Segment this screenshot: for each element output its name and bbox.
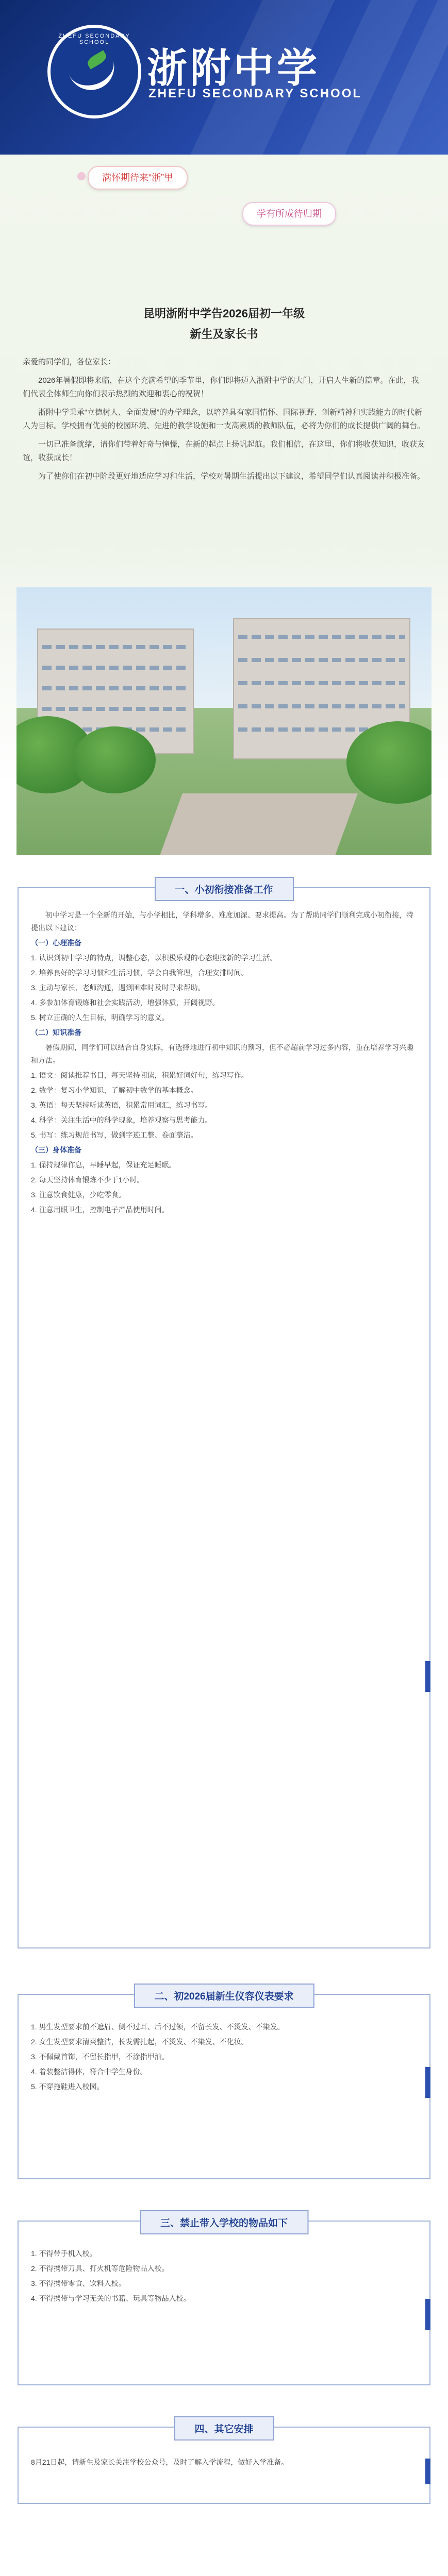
- list-item: 1. 保持规律作息，早睡早起，保证充足睡眠。: [31, 1161, 176, 1169]
- list-item: 3. 不佩戴首饰，不留长指甲，不涂指甲油。: [31, 2053, 169, 2061]
- section-intro: 初中学习是一个全新的开始，与小学相比，学科增多、难度加深、要求提高。为了帮助同学们顺利完成小初衔接，特提出以下建议：: [31, 911, 413, 932]
- list-item: 2. 培养良好的学习习惯和生活习惯，学会自我管理，合理安排时间。: [31, 969, 248, 977]
- tag-expectation: 满怀期待来“浙”里: [88, 166, 188, 190]
- list-item: 1. 语文：阅读推荐书目，每天坚持阅读，积累好词好句，练习写作。: [31, 1071, 248, 1079]
- subsection-heading: （一）心理准备: [31, 939, 81, 947]
- notice-paragraph: 为了使你们在初中阶段更好地适应学习和生活，学校对暑期生活提出以下建议，希望同学们认真阅读并积极准备。: [38, 472, 425, 481]
- notice-title-line1: 昆明浙附中学告2026届初一年级: [143, 307, 305, 320]
- section-other-arrangements: [18, 2424, 430, 2504]
- school-name-en: ZHEFU SECONDARY SCHOOL: [148, 87, 362, 100]
- list-item: 4. 注意用眼卫生，控制电子产品使用时间。: [31, 1206, 169, 1214]
- list-item: 1. 男生发型要求前不遮眉、侧不过耳、后不过领，不留长发、不烫发、不染发。: [31, 2023, 285, 2031]
- notice-body: [23, 355, 425, 488]
- list-item: 1. 不得带手机入校。: [31, 2249, 97, 2258]
- list-item: 2. 数学：复习小学知识，了解初中数学的基本概念。: [31, 1086, 198, 1094]
- tag-achievement: 学有所成待归期: [242, 202, 336, 226]
- list-item: 2. 不得携带刀具、打火机等危险物品入校。: [31, 2264, 169, 2273]
- list-item: 5. 树立正确的人生目标，明确学习的意义。: [31, 1013, 169, 1022]
- list-item: 2. 每天坚持体育锻炼不少于1小时。: [31, 1176, 144, 1184]
- section-transition: [18, 887, 430, 1948]
- notice-paragraph: 浙附中学秉承“立德树人、全面发展”的办学理念，以培养具有家国情怀、国际视野、创新精神和实践能力的时代新人为目标。学校拥有优美的校园环境、先进的教学设施和一支高素质的教师队伍，必将为你们的成长提供广阔的舞台。: [23, 408, 425, 430]
- list-item: 4. 着装整洁得体，符合中学生身份。: [31, 2067, 147, 2076]
- notice-title-line2: 新生及家长书: [190, 328, 258, 341]
- emblem-ring-text: ZHEFU SECONDARY SCHOOL: [58, 33, 130, 45]
- school-name: 浙附中学: [147, 45, 321, 91]
- list-item: 4. 不得携带与学习无关的书籍、玩具等物品入校。: [31, 2294, 191, 2302]
- list-item: 3. 英语：每天坚持听读英语，积累常用词汇，练习书写。: [31, 1101, 212, 1109]
- list-item: 4. 科学：关注生活中的科学现象，培养观察与思考能力。: [31, 1116, 212, 1124]
- section-title: 三、禁止带入学校的物品如下: [140, 2210, 308, 2234]
- notice-greeting: 亲爱的同学们，各位家长：: [23, 358, 116, 366]
- list-item: 5. 不穿拖鞋进入校园。: [31, 2082, 104, 2091]
- subsection-heading: （二）知识准备: [31, 1028, 81, 1037]
- list-item: 4. 多参加体育锻炼和社会实践活动，增强体质，开阔视野。: [31, 998, 220, 1007]
- section-appearance: [18, 1991, 430, 2179]
- school-emblem-icon: [47, 25, 141, 118]
- list-item: 3. 不得携带零食、饮料入校。: [31, 2279, 126, 2287]
- section-title: 四、其它安排: [174, 2416, 274, 2441]
- subsection-intro: 暑假期间，同学们可以结合自身实际，有选择地进行初中知识的预习，但不必超前学习过多内容，重在培养学习兴趣和方法。: [31, 1043, 413, 1064]
- list-item: 5. 书写：练习规范书写，做到字迹工整、卷面整洁。: [31, 1131, 198, 1139]
- campus-photo: [16, 587, 432, 855]
- section-title: 二、初2026届新生仪容仪表要求: [134, 1984, 314, 2008]
- list-item: 8月21日起，请新生及家长关注学校公众号，及时了解入学流程，做好入学准备。: [31, 2458, 289, 2466]
- list-item: 3. 主动与家长、老师沟通，遇到困难时及时寻求帮助。: [31, 984, 205, 992]
- list-item: 1. 认识到初中学习的特点，调整心态，以积极乐观的心态迎接新的学习生活。: [31, 954, 277, 962]
- notice-paragraph: 2026年暑假即将来临，在这个充满希望的季节里，你们即将迈入浙附中学的大门，开启人生新的篇章。在此，我们代表全体师生向你们表示热烈的欢迎和衷心的祝贺！: [23, 376, 419, 398]
- list-item: 2. 女生发型要求清爽整洁，长发需扎起，不烫发、不染发、不化妆。: [31, 2038, 248, 2046]
- list-item: 3. 注意饮食健康，少吃零食。: [31, 1191, 126, 1199]
- section-title: 一、小初衔接准备工作: [154, 877, 293, 901]
- notice-paragraph: 一切已准备就绪，请你们带着好奇与憧憬，在新的起点上扬帆起航。我们相信，在这里，你们将收获知识，收获友谊，收获成长！: [23, 440, 425, 462]
- flower-icon: [77, 172, 86, 180]
- subsection-heading: （三）身体准备: [31, 1146, 81, 1154]
- header-banner: [0, 0, 448, 170]
- section-prohibited-items: [18, 2218, 430, 2385]
